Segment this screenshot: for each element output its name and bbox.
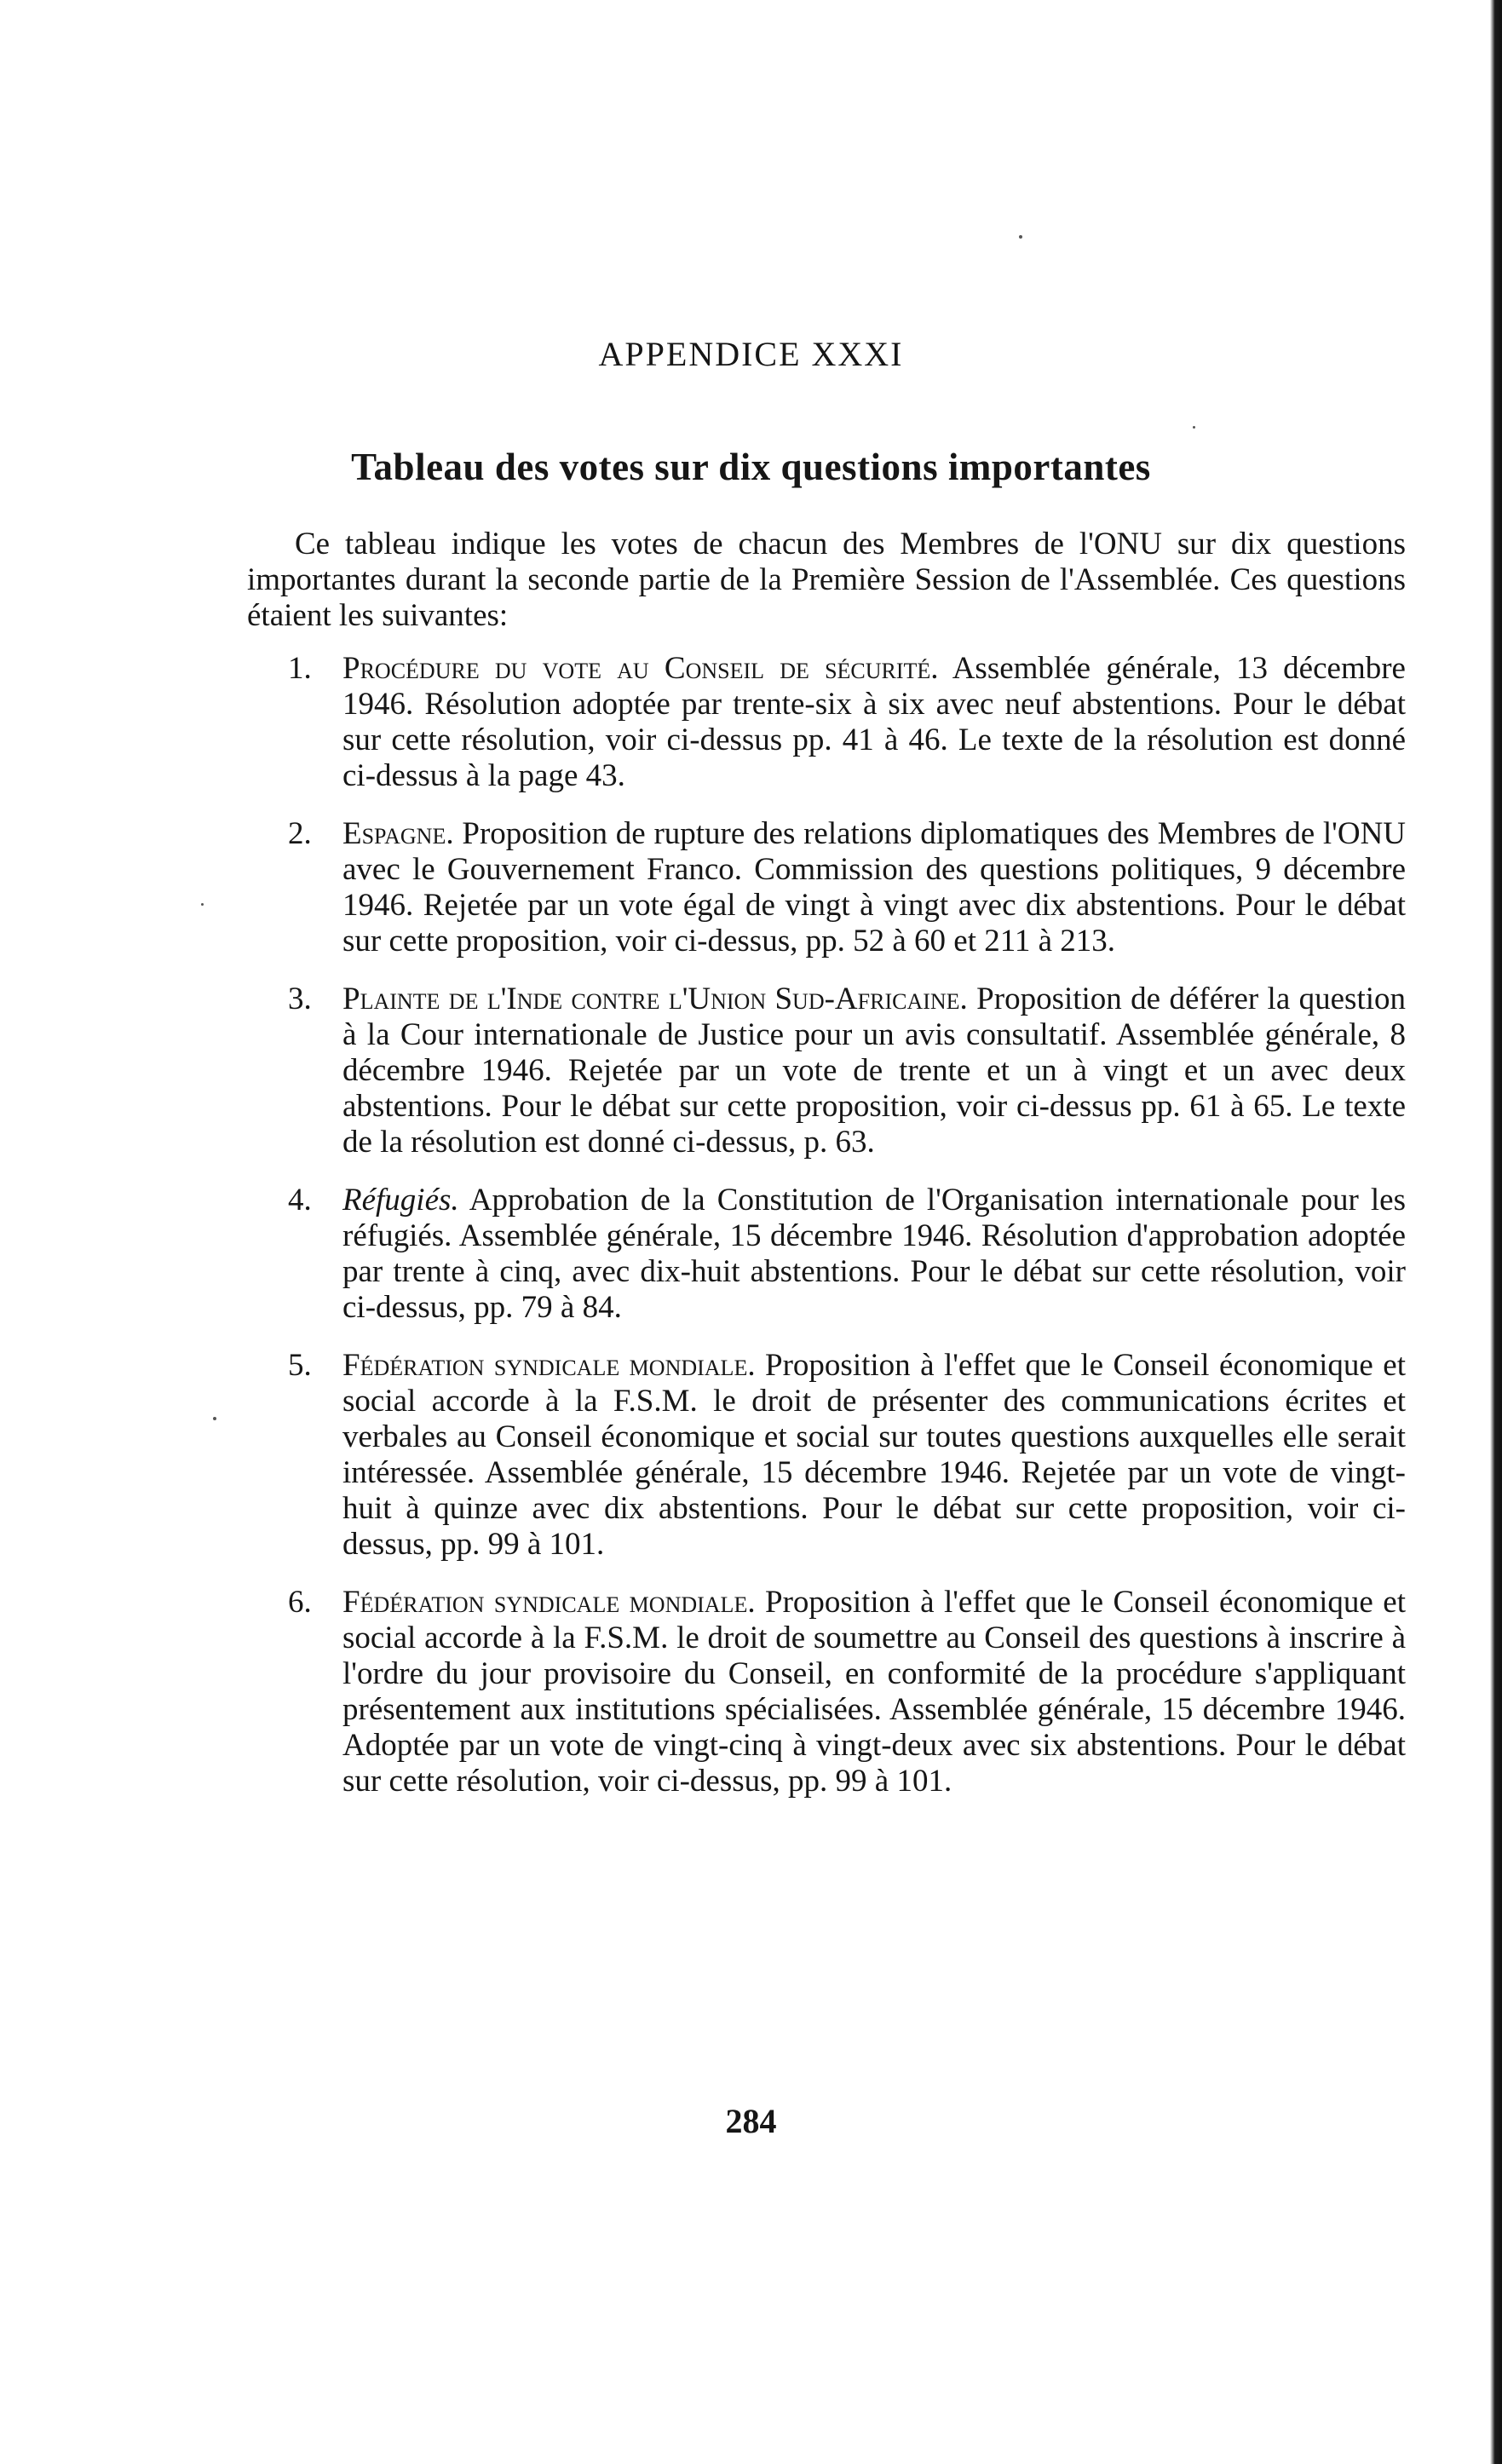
item-number: 2. [288,816,312,851]
item-number: 5. [288,1348,312,1383]
item-number: 3. [288,982,312,1016]
scan-speck [201,903,204,906]
list-item-1 [247,651,1406,794]
intro-paragraph: Ce tableau indique les votes de chacun des Membres de l'ONU sur dix questions importantes durant la seconde partie de la Première Session de l'Assemblée. Ces questions étaient les suivantes: [247,527,1406,633]
document-body [247,527,1406,1822]
list-item-4 [247,1183,1406,1326]
scan-speck [1193,426,1195,429]
item-body: Proposition de déférer la question à la Cour internationale de Justice pour un avis consultatif. Assemblée générale, 8 décembre 1946. Rejetée par un vote de trente et un à vingt et un avec deux abstentions. Pour le débat sur cette proposition, voir ci-dessus pp. 61 à 65. Le texte de la résolution est donné ci-dessus, p. 63. [342,982,1407,1160]
list-item-3 [247,982,1406,1160]
item-heading: Fédération syndicale mondiale. [342,1585,756,1620]
list-item-5 [247,1348,1406,1563]
item-heading: Procédure du vote au Conseil de sécurité. [342,651,939,686]
item-body: Proposition à l'effet que le Conseil économique et social accorde à la F.S.M. le droit de présenter des communications écrites et verbales au Conseil économique et social sur toutes questions auxquelles elle serait intéressée. Assemblée générale, 15 décembre 1946. Rejetée par un vote de vingt-huit à quinze avec dix abstentions. Pour le débat sur cette proposition, voir ci-dessus, pp. 99 à 101. [342,1348,1406,1562]
list-item-6 [247,1585,1406,1799]
item-heading: Espagne. [342,816,454,851]
scan-speck [213,1417,216,1420]
item-heading: Réfugiés. [342,1183,459,1218]
scan-speck [1019,235,1022,239]
item-number: 4. [288,1183,312,1218]
item-body: Proposition à l'effet que le Conseil économique et social accorde à la F.S.M. le droit de soumettre au Conseil des questions à inscrire à l'ordre du jour provisoire du Conseil, en conformité de la procédure s'appliquant présentement aux institutions spécialisées. Assemblée générale, 15 décembre 1946. Adoptée par un vote de vingt-cinq à vingt-deux avec six abstentions. Pour le débat sur cette résolution, voir ci-dessus, pp. 99 à 101. [342,1585,1406,1799]
item-number: 6. [288,1585,312,1620]
document-title: Tableau des votes sur dix questions importantes [351,446,1151,488]
item-heading: Plainte de l'Inde contre l'Union Sud-Africaine. [342,982,968,1016]
appendix-heading: APPENDICE XXXI [598,335,904,373]
item-heading: Fédération syndicale mondiale. [342,1348,756,1383]
item-body: Proposition de rupture des relations diplomatiques des Membres de l'ONU avec le Gouvernement Franco. Commission des questions politiques, 9 décembre 1946. Rejetée par un vote égal de vingt à vingt avec dix abstentions. Pour le débat sur cette proposition, voir ci-dessus, pp. 52 à 60 et 211 à 213. [342,816,1407,959]
item-body: Approbation de la Constitution de l'Organisation internationale pour les réfugiés. Assemblée générale, 15 décembre 1946. Résolution d'approbation adoptée par trente à cinq, avec dix-huit abstentions. Pour le débat sur cette résolution, voir ci-dessus, pp. 79 à 84. [342,1183,1407,1325]
item-number: 1. [288,651,312,686]
page-number: 284 [725,2102,777,2140]
list-item-2 [247,816,1406,959]
item-body: Assemblée générale, 13 décembre 1946. Résolution adoptée par trente-six à six avec neuf abstentions. Pour le débat sur cette résolution, voir ci-dessus pp. 41 à 46. Le texte de la résolution est donné ci-dessus à la page 43. [342,651,1406,793]
